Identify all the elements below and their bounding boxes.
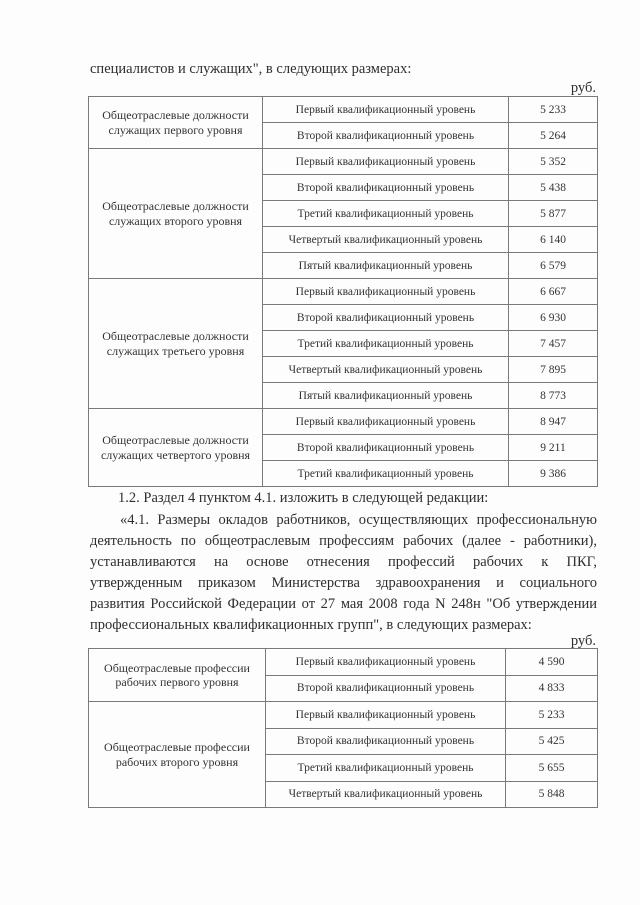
clause-line: утвержденным приказом Министерства здравоохранения и социального [90,575,597,591]
qualification-level: Пятый квалификационный уровень [263,253,509,279]
salary-value: 9 386 [509,461,598,487]
qualification-level: Первый квалификационный уровень [263,97,509,123]
qualification-level: Второй квалификационный уровень [266,728,506,755]
qualification-level: Первый квалификационный уровень [266,702,506,729]
qualification-level: Первый квалификационный уровень [263,409,509,435]
qualification-level: Третий квалификационный уровень [266,755,506,782]
table-row [89,649,598,676]
salary-value: 5 425 [506,728,598,755]
qualification-level: Пятый квалификационный уровень [263,383,509,409]
qualification-level: Второй квалификационный уровень [263,123,509,149]
qualification-level: Второй квалификационный уровень [266,675,506,702]
salary-value: 5 233 [506,702,598,729]
qualification-level: Четвертый квалификационный уровень [266,781,506,808]
qualification-level: Четвертый квалификационный уровень [263,227,509,253]
salary-value: 7 457 [509,331,598,357]
qualification-group-name: Общеотраслевые должности служащих четвертого уровня [89,409,263,487]
intro-line: специалистов и служащих", в следующих размерах: [90,61,412,77]
clause-line: устанавливаются на основе отнесения профессий рабочих к ПКГ, [90,554,597,570]
qualification-level: Второй квалификационный уровень [263,175,509,201]
qualification-level: Первый квалификационный уровень [263,279,509,305]
salary-value: 5 438 [509,175,598,201]
salary-value: 6 140 [509,227,598,253]
qualification-level: Первый квалификационный уровень [266,649,506,676]
clause-line: деятельность по общеотраслевым профессиям рабочих (далее - работники), [90,533,597,549]
salary-value: 6 930 [509,305,598,331]
currency-unit-2: руб. [570,633,596,649]
salary-value: 5 352 [509,149,598,175]
qualification-group-name: Общеотраслевые должности служащих третьего уровня [89,279,263,409]
qualification-level: Третий квалификационный уровень [263,461,509,487]
salary-table-workers [88,648,598,808]
qualification-level: Четвертый квалификационный уровень [263,357,509,383]
qualification-group-name: Общеотраслевые профессии рабочих первого уровня [89,649,266,702]
salary-value: 5 877 [509,201,598,227]
table-row [89,149,598,175]
qualification-level: Третий квалификационный уровень [263,331,509,357]
table-row [89,702,598,729]
salary-table-workers-body [89,649,598,808]
clause-line: «4.1. Размеры окладов работников, осуществляющих профессиональную [120,512,597,528]
salary-value: 6 667 [509,279,598,305]
table-row [89,97,598,123]
table-row [89,279,598,305]
salary-value: 9 211 [509,435,598,461]
qualification-level: Второй квалификационный уровень [263,305,509,331]
salary-value: 5 264 [509,123,598,149]
salary-value: 4 590 [506,649,598,676]
salary-table-employees [88,96,598,487]
qualification-group-name: Общеотраслевые должности служащих первого уровня [89,97,263,149]
currency-unit-1: руб. [570,80,596,96]
salary-value: 5 655 [506,755,598,782]
salary-value: 5 233 [509,97,598,123]
salary-value: 8 773 [509,383,598,409]
qualification-level: Третий квалификационный уровень [263,201,509,227]
salary-value: 8 947 [509,409,598,435]
table-row [89,409,598,435]
qualification-level: Первый квалификационный уровень [263,149,509,175]
salary-value: 5 848 [506,781,598,808]
clause-line: развития Российской Федерации от 27 мая 2008 года N 248н "Об утверждении [90,596,597,612]
clause-line: профессиональных квалификационных групп", в следующих размерах: [90,617,532,633]
salary-value: 7 895 [509,357,598,383]
qualification-group-name: Общеотраслевые должности служащих второго уровня [89,149,263,279]
salary-value: 6 579 [509,253,598,279]
salary-table-employees-body [89,97,598,487]
clause-heading: 1.2. Раздел 4 пунктом 4.1. изложить в следующей редакции: [118,490,489,506]
salary-value: 4 833 [506,675,598,702]
clause-paragraph [90,510,597,636]
qualification-level: Второй квалификационный уровень [263,435,509,461]
qualification-group-name: Общеотраслевые профессии рабочих второго уровня [89,702,266,808]
